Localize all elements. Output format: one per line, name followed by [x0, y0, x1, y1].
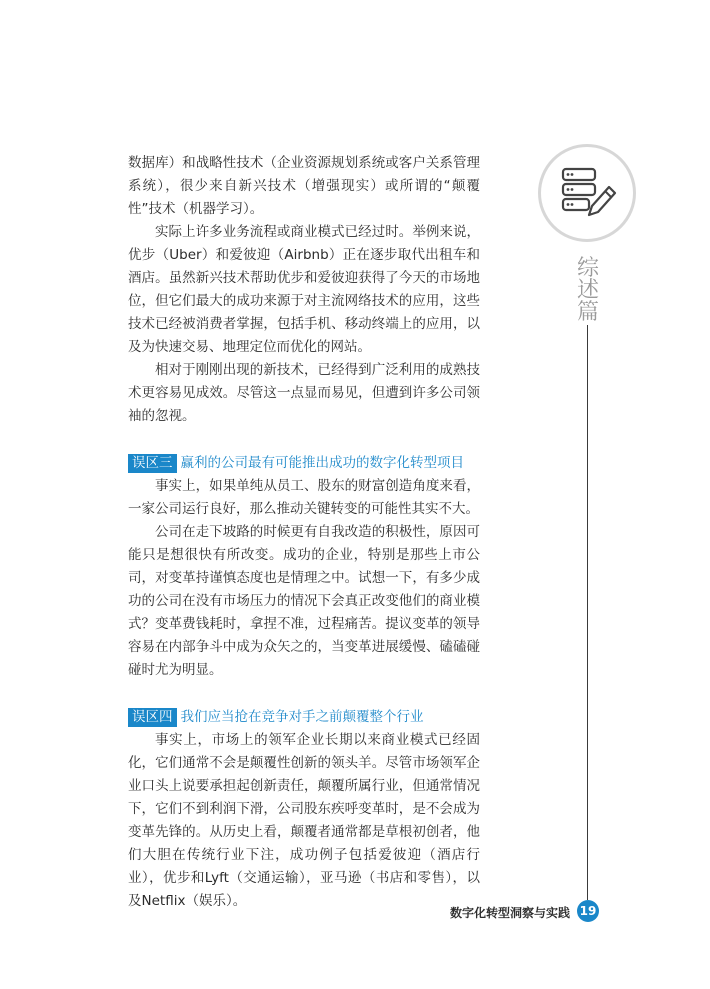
myth-tag: 误区四	[128, 708, 177, 727]
section-title: 我们应当抢在竞争对手之前颠覆整个行业	[180, 709, 424, 725]
paragraph: 数据库）和战略性技术（企业资源规划系统或客户关系管理系统），很少来自新兴技术（增强现实）或所谓的“颠覆性”技术（机器学习）。	[128, 155, 480, 217]
paragraph: 事实上，市场上的领军企业长期以来商业模式已经固化，它们通常不会是颠覆性创新的领头羊。尽管市场领军企业口头上说要承担起创新责任，颠覆所属行业，但通常情况下，它们不到利润下滑，公司股东疾呼变革时，是不会成为变革先锋的。从历史上看，颠覆者通常都是草根初创者，他们大胆在传统行业下注，成功例子包括爱彼迎（酒店行业），优步和Lyft（交通运输），亚马逊（书店和零售），以及Netflix（娱乐）。	[128, 732, 480, 909]
chapter-label: 综述篇	[576, 256, 599, 325]
sidebar-rule	[587, 325, 588, 900]
page-number-badge: 19	[577, 900, 599, 922]
myth-three-section	[128, 452, 480, 682]
paragraph: 公司在走下坡路的时候更有自我改造的积极性，原因可能只是想很快有所改变。成功的企业，特别是那些上市公司，对变革持谨慎态度也是情理之中。试想一下，有多少成功的公司在没有市场压力的情况下会真正改变他们的商业模式？变革费钱耗时，拿捏不准，过程痛苦。提议变革的领导容易在内部争斗中成为众矢之的，当变革进展缓慢、磕磕碰碰时尤为明显。	[128, 524, 480, 678]
running-footer-title: 数字化转型洞察与实践	[449, 906, 570, 920]
myth-four-section	[128, 706, 480, 913]
section-title: 赢利的公司最有可能推出成功的数字化转型项目	[180, 455, 464, 471]
paragraph: 事实上，如果单纯从员工、股东的财富创造角度来看，一家公司运行良好，那么推动关键转变的可能性其实不大。	[128, 478, 480, 517]
section-heading	[128, 452, 480, 475]
myth-tag: 误区三	[128, 454, 177, 473]
main-text-column	[128, 152, 480, 913]
paragraph: 相对于刚刚出现的新技术，已经得到广泛利用的成熟技术更容易见成效。尽管这一点显而易见，但遭到许多公司领袖的忽视。	[128, 362, 480, 424]
paragraph: 实际上许多业务流程或商业模式已经过时。举例来说，优步（Uber）和爱彼迎（Airbnb）正在逐步取代出租车和酒店。虽然新兴技术帮助优步和爱彼迎获得了今天的市场地位，但它们最大的成功来源于对主流网络技术的应用，这些技术已经被消费者掌握，包括手机、移动终端上的应用，以及为快速交易、地理定位而优化的网站。	[128, 224, 480, 355]
chapter-emblem	[538, 144, 636, 242]
section-heading	[128, 706, 480, 729]
document-edit-icon	[557, 163, 619, 225]
